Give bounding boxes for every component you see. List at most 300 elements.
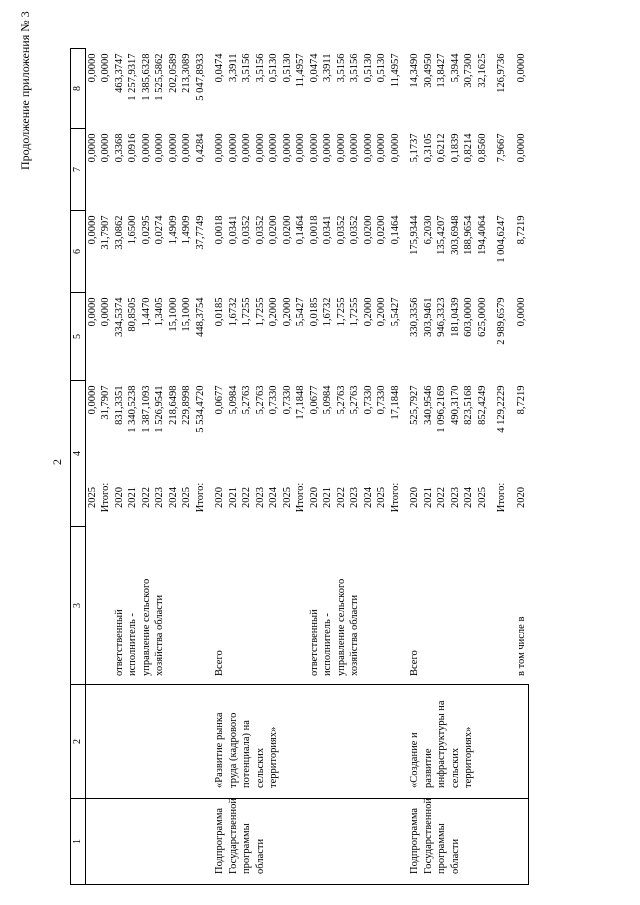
total-cell: 4 129,2229 [496,385,507,433]
subprogram-cell [113,685,127,799]
local-cell: 0,0000 [227,133,239,163]
local-cell: 0,0000 [140,133,152,163]
program-cell [476,799,490,885]
total-cell: 1 096,2169 [436,385,447,433]
year-cell: Итого: [194,482,206,513]
program-cell [462,799,476,885]
program-cell [126,799,140,885]
program-cell [321,799,335,885]
program-cell [140,799,154,885]
regional-cell: 0,1464 [295,215,306,245]
total-cell: 0,7330 [268,385,279,415]
regional-cell: 194,4064 [476,215,488,255]
table-row [449,49,463,885]
extrabudget-cell: 0,0474 [308,53,320,83]
total-cell: 490,3170 [449,385,461,425]
executor-cell [362,527,376,685]
local-cell: 7,9667 [496,133,507,163]
local-cell: 0,0000 [100,133,111,163]
extrabudget-cell: 463,3747 [113,53,125,93]
regional-cell: 0,0295 [140,215,152,245]
local-cell: 0,0000 [281,133,293,163]
federal-cell: 0,2000 [362,297,374,327]
subprogram-cell [180,685,194,799]
year-cell: 2025 [476,487,488,508]
subprogram-cell [194,685,208,799]
regional-cell: 0,0341 [322,215,333,245]
program-cell [375,799,389,885]
federal-cell: 1,7255 [335,297,347,327]
local-cell: 0,0000 [308,133,320,163]
executor-cell [180,527,194,685]
col-header-8: 8 [71,49,86,129]
subprogram-cell [126,685,140,799]
federal-cell: 1,7255 [254,297,266,327]
regional-cell: 1,6500 [127,215,138,245]
extrabudget-cell: 213,3089 [181,53,192,93]
subprogram-cell: развитие [422,685,436,799]
federal-cell: 0,2000 [281,297,293,327]
total-cell: 5,0984 [322,385,333,415]
federal-cell: 334,5374 [113,297,125,337]
local-cell: 0,8214 [463,133,474,163]
year-cell: 2023 [449,487,461,508]
table-row [515,49,529,885]
federal-cell: 448,3754 [194,297,206,337]
extrabudget-cell: 11,4957 [295,53,306,88]
regional-cell: 0,1464 [389,215,401,245]
local-cell: 0,0000 [214,133,225,163]
local-cell: 0,0000 [362,133,374,163]
year-cell: 2023 [154,487,165,508]
program-cell [167,799,181,885]
col-header-5: 5 [71,293,86,381]
executor-cell: ответственный [113,609,125,676]
executor-cell [294,527,308,685]
regional-cell: 0,0000 [86,215,98,245]
extrabudget-cell: 0,0000 [515,53,527,83]
local-cell: 0,0916 [127,133,138,163]
table-row [495,49,509,885]
regional-cell: 1,4909 [167,215,179,245]
table-row [126,49,140,885]
total-cell: 0,0000 [86,385,98,415]
local-cell: 0,0000 [181,133,192,163]
year-cell: Итого: [100,482,111,513]
total-cell: 525,7927 [409,385,420,425]
regional-cell: 0,0352 [254,215,266,245]
federal-cell: 1,7255 [349,297,360,327]
total-cell: 5,2763 [241,385,252,415]
extrabudget-cell: 5 047,8933 [194,53,206,101]
regional-cell: 37,7749 [194,215,206,250]
regional-cell: 135,4207 [436,215,447,255]
executor-cell: ответственный [308,609,320,676]
regional-cell: 1,4909 [181,215,192,245]
table-row [362,49,376,885]
table-row [308,49,322,885]
federal-cell: 0,2000 [268,297,279,327]
extrabudget-cell: 1 385,6328 [140,53,152,101]
extrabudget-cell: 13,8427 [436,53,447,88]
total-cell: 17,1848 [295,385,306,420]
table-row [194,49,208,885]
local-cell: 0,0000 [376,133,387,163]
subprogram-cell [85,685,99,799]
total-cell: 0,7330 [281,385,293,415]
subprogram-cell [362,685,376,799]
total-cell: 5,2763 [349,385,360,415]
year-cell: 2020 [409,487,420,508]
total-cell: 823,5168 [463,385,474,425]
year-cell: 2021 [227,487,239,508]
subprogram-cell [348,685,362,799]
program-cell: области [254,799,268,885]
extrabudget-cell: 202,0589 [167,53,179,93]
table-row [294,49,308,885]
total-cell: 1 526,9541 [154,385,165,433]
table-row [408,49,422,885]
table-row [240,49,254,885]
regional-cell: 0,0352 [241,215,252,245]
col-header-6: 6 [71,211,86,293]
appendix-title: Продолжение приложения № 3 [18,11,32,170]
extrabudget-cell: 0,5130 [281,53,293,83]
subprogram-cell: потенциала) на [240,685,254,799]
extrabudget-cell: 0,5130 [268,53,279,83]
executor-cell [449,527,463,685]
year-cell: 2024 [362,487,374,508]
col-header-7: 7 [71,129,86,211]
subprogram-cell: инфраструктуры на [435,685,449,799]
year-cell: Итого: [496,482,507,513]
year-cell: 2022 [241,487,252,508]
federal-cell: 330,3356 [409,297,420,337]
table-row [180,49,194,885]
local-cell: 0,0000 [515,133,527,163]
program-cell: Государственной [227,799,241,885]
regional-cell: 0,0274 [154,215,165,245]
executor-cell [267,527,281,685]
table-row [476,49,490,885]
local-cell: 0,0000 [241,133,252,163]
col-header-3: 3 [71,527,86,685]
year-cell: 2020 [113,487,125,508]
executor-cell: управление сельского [335,578,347,676]
extrabudget-cell: 1 525,5862 [154,53,165,101]
table-row [153,49,167,885]
extrabudget-cell: 30,7300 [463,53,474,88]
table-row [462,49,476,885]
total-cell: 31,7907 [100,385,111,420]
table-row [281,49,295,885]
year-cell: 2020 [214,487,225,508]
subprogram-cell: территориях» [267,685,281,799]
executor-cell: исполнитель - [127,613,138,676]
local-cell: 5,1737 [409,133,420,163]
local-cell: 0,6212 [436,133,447,163]
year-cell: 2025 [86,487,98,508]
col-header-2: 2 [71,685,86,799]
total-cell: 340,9546 [422,385,434,425]
table-row [213,49,227,885]
executor-cell [85,527,99,685]
executor-cell [167,527,181,685]
executor-cell [281,527,295,685]
program-cell [281,799,295,885]
program-cell [267,799,281,885]
budget-table [70,48,529,885]
subprogram-cell [335,685,349,799]
executor-cell [435,527,449,685]
program-cell [85,799,99,885]
subprogram-cell [294,685,308,799]
program-cell [113,799,127,885]
program-cell: Подпрограмма [213,799,227,885]
executor-cell: Всего [214,650,225,676]
program-cell: программы [240,799,254,885]
total-cell: 218,6498 [167,385,179,425]
regional-cell: 0,0200 [376,215,387,245]
regional-cell: 0,0200 [281,215,293,245]
executor-cell [495,527,509,685]
subprogram-cell: территориях» [462,685,476,799]
program-cell [308,799,322,885]
total-cell: 1 340,5238 [127,385,138,433]
subprogram-cell [153,685,167,799]
column-number-row [71,49,86,885]
executor-cell [194,527,208,685]
subprogram-cell [167,685,181,799]
federal-cell: 946,3323 [436,297,447,337]
extrabudget-cell: 126,9736 [496,53,507,93]
total-cell: 831,3351 [113,385,125,425]
regional-cell: 6,2030 [422,215,434,245]
table-row [267,49,281,885]
local-cell: 0,0000 [322,133,333,163]
federal-cell: 15,1000 [167,297,179,332]
col-header-1: 1 [71,799,86,885]
subprogram-cell [515,685,529,799]
local-cell: 0,0000 [154,133,165,163]
year-cell: 2020 [515,487,527,508]
regional-cell: 31,7907 [100,215,111,250]
federal-cell: 5,5427 [295,297,306,327]
federal-cell: 5,5427 [389,297,401,327]
program-cell [294,799,308,885]
total-cell: 852,4249 [476,385,488,425]
year-cell: 2024 [167,487,179,508]
executor-cell: хозяйства области [154,594,165,676]
subprogram-cell: сельских [254,685,268,799]
federal-cell: 80,8505 [127,297,138,332]
extrabudget-cell: 3,5156 [254,53,266,83]
subprogram-cell [389,685,403,799]
regional-cell: 303,6948 [449,215,461,255]
year-cell: 2022 [436,487,447,508]
executor-cell [462,527,476,685]
program-cell [348,799,362,885]
table-row [85,49,99,885]
total-cell: 229,8998 [181,385,192,425]
subprogram-cell: сельских [449,685,463,799]
local-cell: 0,3105 [422,133,434,163]
total-cell: 5,2763 [335,385,347,415]
year-cell: 2024 [268,487,279,508]
regional-cell: 0,0352 [335,215,347,245]
extrabudget-cell: 1 257,9317 [127,53,138,101]
local-cell: 0,0000 [167,133,179,163]
program-cell: Подпрограмма [408,799,422,885]
year-cell: 2022 [335,487,347,508]
executor-cell: хозяйства области [349,594,360,676]
federal-cell: 1,7255 [241,297,252,327]
regional-cell: 175,9344 [409,215,420,255]
extrabudget-cell: 0,5130 [362,53,374,83]
table-row [348,49,362,885]
federal-cell: 1,4470 [140,297,152,327]
extrabudget-cell: 0,0474 [214,53,225,83]
executor-cell [254,527,268,685]
table-row [167,49,181,885]
executor-cell [389,527,403,685]
extrabudget-cell: 3,5156 [241,53,252,83]
extrabudget-cell: 14,3490 [409,53,420,88]
executor-cell [240,527,254,685]
year-cell: 2020 [308,487,320,508]
subprogram-cell: труда (кадрового [227,685,241,799]
extrabudget-cell: 32,1625 [476,53,488,88]
local-cell: 0,3368 [113,133,125,163]
total-cell: 5,2763 [254,385,266,415]
year-cell: 2025 [281,487,293,508]
year-cell: 2023 [254,487,266,508]
local-cell: 0,0000 [86,133,98,163]
table-row [113,49,127,885]
federal-cell: 0,0000 [515,297,527,327]
executor-cell: в том числе в [515,616,527,676]
local-cell: 0,0000 [349,133,360,163]
local-cell: 0,0000 [389,133,401,163]
program-cell [99,799,113,885]
regional-cell: 0,0018 [308,215,320,245]
executor-cell [227,527,241,685]
program-cell [180,799,194,885]
year-cell: 2025 [376,487,387,508]
extrabudget-cell: 0,5130 [376,53,387,83]
federal-cell: 603,0000 [463,297,474,337]
regional-cell: 188,9654 [463,215,474,255]
page-number: 2 [50,459,64,465]
executor-cell [99,527,113,685]
table-row [335,49,349,885]
subprogram-cell: «Создание и [408,685,422,799]
subprogram-cell [476,685,490,799]
table-row [435,49,449,885]
program-cell: программы [435,799,449,885]
executor-cell: исполнитель - [322,613,333,676]
year-cell: 2021 [127,487,138,508]
total-cell: 1 387,1093 [140,385,152,433]
total-cell: 0,0677 [308,385,320,415]
program-cell [515,799,529,885]
executor-cell: управление сельского [140,578,152,676]
subprogram-cell [99,685,113,799]
extrabudget-cell: 3,3911 [322,53,333,82]
total-cell: 0,7330 [376,385,387,415]
subprogram-cell [495,685,509,799]
program-cell: области [449,799,463,885]
federal-cell: 1,3405 [154,297,165,327]
local-cell: 0,1839 [449,133,461,163]
extrabudget-cell: 3,5156 [349,53,360,83]
total-cell: 5 534,4720 [194,385,206,433]
subprogram-cell [281,685,295,799]
total-cell: 0,0677 [214,385,225,415]
extrabudget-cell: 11,4957 [389,53,401,88]
subprogram-cell: «Развитие рынка [213,685,227,799]
federal-cell: 0,0185 [214,297,225,327]
year-cell: 2025 [181,487,192,508]
federal-cell: 0,0000 [86,297,98,327]
table-row [375,49,389,885]
extrabudget-cell: 3,5156 [335,53,347,83]
local-cell: 0,8560 [476,133,488,163]
subprogram-cell [140,685,154,799]
federal-cell: 0,0000 [100,297,111,327]
extrabudget-cell: 5,3944 [449,53,461,83]
federal-cell: 0,2000 [376,297,387,327]
local-cell: 0,0000 [268,133,279,163]
program-cell [194,799,208,885]
year-cell: Итого: [295,482,306,513]
federal-cell: 1,6732 [322,297,333,327]
year-cell: 2024 [463,487,474,508]
regional-cell: 0,0200 [362,215,374,245]
table-row [254,49,268,885]
regional-cell: 0,0018 [214,215,225,245]
program-cell [362,799,376,885]
executor-cell: Всего [409,650,420,676]
extrabudget-cell: 0,0000 [100,53,111,83]
federal-cell: 181,0439 [449,297,461,337]
program-cell [389,799,403,885]
regional-cell: 8,7219 [515,215,527,245]
table-row [140,49,154,885]
federal-cell: 1,6732 [227,297,239,327]
federal-cell: 0,0185 [308,297,320,327]
year-cell: 2021 [422,487,434,508]
total-cell: 8,7219 [515,385,527,415]
local-cell: 0,4284 [194,133,206,163]
regional-cell: 33,0862 [113,215,125,250]
subprogram-cell [308,685,322,799]
total-cell: 5,0984 [227,385,239,415]
federal-cell: 303,9461 [422,297,434,337]
regional-cell: 0,0341 [227,215,239,245]
executor-cell [375,527,389,685]
table-row [422,49,436,885]
local-cell: 0,0000 [335,133,347,163]
extrabudget-cell: 3,3911 [227,53,239,82]
total-cell: 17,1848 [389,385,401,420]
extrabudget-cell: 0,0000 [86,53,98,83]
year-cell: 2021 [322,487,333,508]
extrabudget-cell: 30,4950 [422,53,434,88]
federal-cell: 625,0000 [476,297,488,337]
table-row [389,49,403,885]
col-header-4: 4 [71,381,86,527]
